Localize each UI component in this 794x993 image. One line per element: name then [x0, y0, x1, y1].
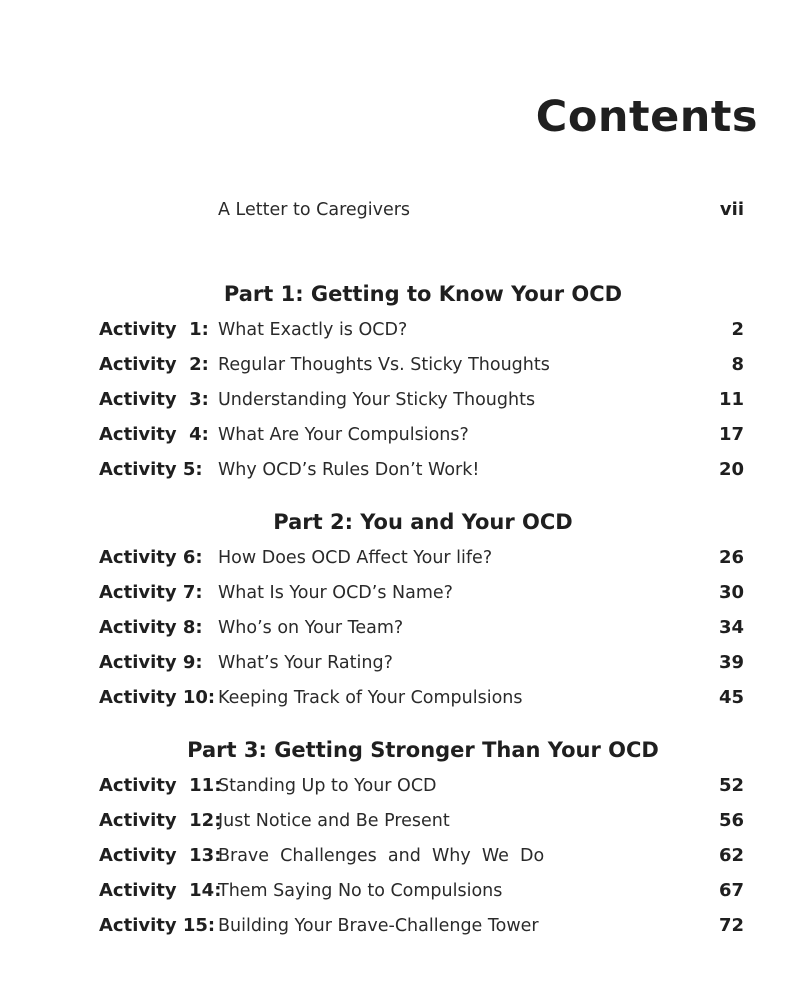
toc-entry [0, 649, 794, 677]
toc-entry-intro [0, 196, 794, 224]
page-number: vii [719, 199, 744, 220]
toc-entry [0, 877, 794, 905]
page-number: 45 [718, 687, 744, 708]
toc-entry [0, 544, 794, 572]
entry-title: Brave Challenges and Why We Do [218, 846, 545, 866]
page-number: 30 [718, 582, 744, 603]
page-number: 72 [718, 915, 744, 936]
activity-label: Activity 7: [99, 582, 203, 603]
activity-label: Activity 6: [99, 547, 203, 568]
entry-title: What Exactly is OCD? [218, 320, 408, 340]
entry-title: A Letter to Caregivers [218, 200, 411, 220]
entry-title: Standing Up to Your OCD [218, 776, 437, 796]
activity-label: Activity 8: [99, 617, 203, 638]
page-number: 56 [718, 810, 744, 831]
toc-entry [0, 912, 794, 940]
activity-label: Activity 2: [99, 354, 209, 375]
activity-label: Activity 14: [99, 880, 222, 901]
toc-entry [0, 772, 794, 800]
page-number: 52 [718, 775, 744, 796]
entry-title: What’s Your Rating? [218, 653, 393, 673]
entry-title: Who’s on Your Team? [218, 618, 404, 638]
page-number: 39 [718, 652, 744, 673]
page-number: 11 [718, 389, 744, 410]
activity-label: Activity 15: [99, 915, 216, 936]
toc-entry [0, 614, 794, 642]
page-number: 62 [718, 845, 744, 866]
toc-entry [0, 351, 794, 379]
toc-entry [0, 386, 794, 414]
page-number: 8 [731, 354, 744, 375]
entry-title: How Does OCD Affect Your life? [218, 548, 493, 568]
page-number: 34 [718, 617, 744, 638]
activity-label: Activity 9: [99, 652, 203, 673]
entry-title: What Are Your Compulsions? [218, 425, 469, 445]
page-number: 26 [718, 547, 744, 568]
activity-label: Activity 5: [99, 459, 203, 480]
toc-entry [0, 807, 794, 835]
toc-entry [0, 842, 794, 870]
page-number: 17 [718, 424, 744, 445]
toc-entry [0, 421, 794, 449]
activity-label: Activity 13: [99, 845, 222, 866]
part-heading-3: Part 3: Getting Stronger Than Your OCD [187, 738, 659, 762]
entry-title: Keeping Track of Your Compulsions [218, 688, 523, 708]
entry-title: Building Your Brave-Challenge Tower [218, 916, 539, 936]
activity-label: Activity 4: [99, 424, 209, 445]
page-number: 2 [731, 319, 744, 340]
entry-title: Them Saying No to Compulsions [218, 881, 503, 901]
entry-title: Just Notice and Be Present [218, 811, 450, 831]
page-title: Contents [535, 92, 758, 142]
toc-entry [0, 684, 794, 712]
activity-label: Activity 11: [99, 775, 222, 796]
activity-label: Activity 12: [99, 810, 222, 831]
entry-title: Regular Thoughts Vs. Sticky Thoughts [218, 355, 550, 375]
toc-entry [0, 579, 794, 607]
entry-title: Why OCD’s Rules Don’t Work! [218, 460, 480, 480]
activity-label: Activity 10: [99, 687, 216, 708]
activity-label: Activity 1: [99, 319, 209, 340]
toc-entry [0, 456, 794, 484]
page-number: 67 [718, 880, 744, 901]
activity-label: Activity 3: [99, 389, 209, 410]
part-heading-2: Part 2: You and Your OCD [273, 510, 573, 534]
part-heading-1: Part 1: Getting to Know Your OCD [223, 282, 623, 306]
entry-title: Understanding Your Sticky Thoughts [218, 390, 536, 410]
page-number: 20 [718, 459, 744, 480]
entry-title: What Is Your OCD’s Name? [218, 583, 453, 603]
toc-entry [0, 316, 794, 344]
